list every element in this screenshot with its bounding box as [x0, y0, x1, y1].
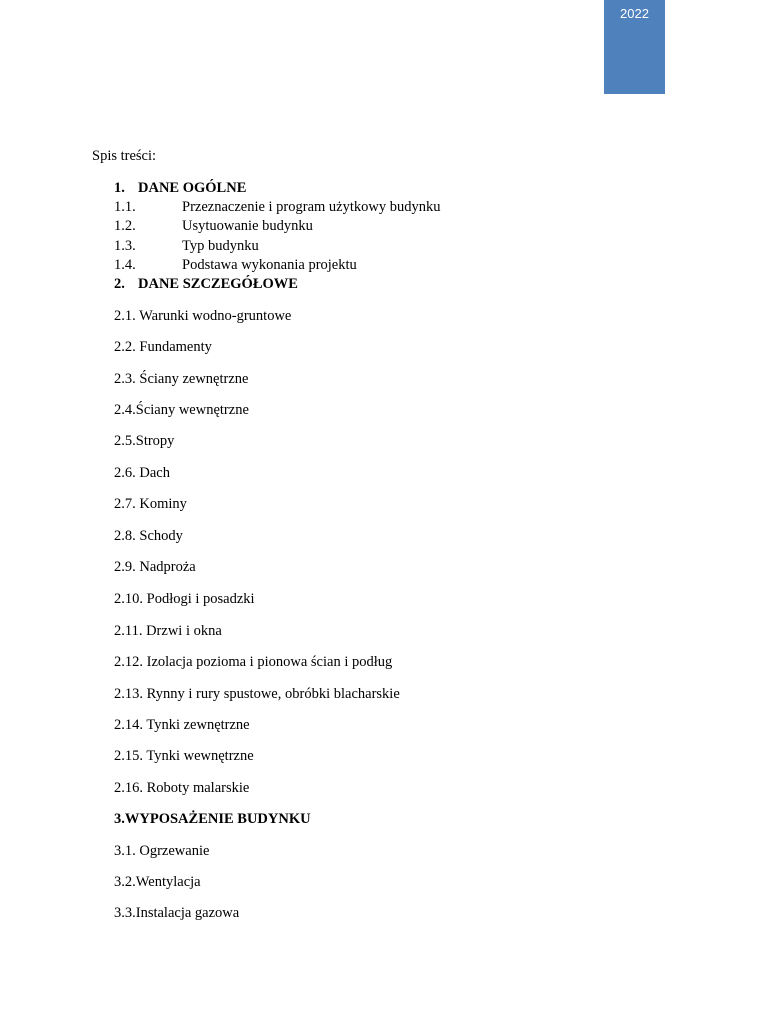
toc-entry: 3.2.Wentylacja	[114, 874, 201, 890]
toc-entry: 2.3. Ściany zewnętrzne	[114, 371, 249, 387]
entry-number: 1.1.	[114, 199, 136, 215]
toc-entry	[114, 256, 357, 274]
section-1-heading	[114, 179, 246, 197]
toc-entry: 3.1. Ogrzewanie	[114, 843, 210, 859]
toc-entry	[114, 237, 259, 255]
toc-entry: 2.4.Ściany wewnętrzne	[114, 402, 249, 418]
section-number: 2.	[114, 276, 125, 292]
toc-entry: 2.5.Stropy	[114, 433, 175, 449]
section-label: DANE SZCZEGÓŁOWE	[138, 276, 298, 292]
toc-entry	[114, 217, 313, 235]
toc-entry: 2.2. Fundamenty	[114, 339, 212, 355]
entry-number: 1.3.	[114, 238, 136, 254]
toc-title: Spis treści:	[92, 148, 157, 164]
entry-label: Przeznaczenie i program użytkowy budynku	[182, 199, 441, 215]
toc-entry: 2.6. Dach	[114, 465, 170, 481]
toc-entry: 2.11. Drzwi i okna	[114, 623, 222, 639]
toc-entry	[114, 198, 441, 216]
section-label: DANE OGÓLNE	[138, 180, 247, 196]
toc-entry: 2.13. Rynny i rury spustowe, obróbki blacharskie	[114, 686, 400, 702]
entry-number: 1.2.	[114, 218, 136, 234]
toc-entry: 2.8. Schody	[114, 528, 183, 544]
entry-number: 1.4.	[114, 257, 136, 273]
section-2-heading	[114, 275, 298, 293]
year-header-box	[604, 0, 665, 94]
toc-entry: 3.3.Instalacja gazowa	[114, 905, 240, 921]
toc-entry: 2.1. Warunki wodno-gruntowe	[114, 308, 292, 324]
year-label: 2022	[620, 6, 649, 21]
section-3-heading: 3.WYPOSAŻENIE BUDYNKU	[114, 811, 311, 827]
entry-label: Usytuowanie budynku	[182, 218, 313, 234]
section-number: 1.	[114, 180, 125, 196]
toc-entry: 2.7. Kominy	[114, 496, 187, 512]
entry-label: Typ budynku	[182, 238, 259, 254]
entry-label: Podstawa wykonania projektu	[182, 257, 357, 273]
toc-entry: 2.10. Podłogi i posadzki	[114, 591, 255, 607]
toc-entry: 2.14. Tynki zewnętrzne	[114, 717, 250, 733]
toc-entry: 2.16. Roboty malarskie	[114, 780, 250, 796]
toc-entry: 2.12. Izolacja pozioma i pionowa ścian i podług	[114, 654, 393, 670]
toc-entry: 2.9. Nadproża	[114, 559, 196, 575]
toc-entry: 2.15. Tynki wewnętrzne	[114, 748, 254, 764]
